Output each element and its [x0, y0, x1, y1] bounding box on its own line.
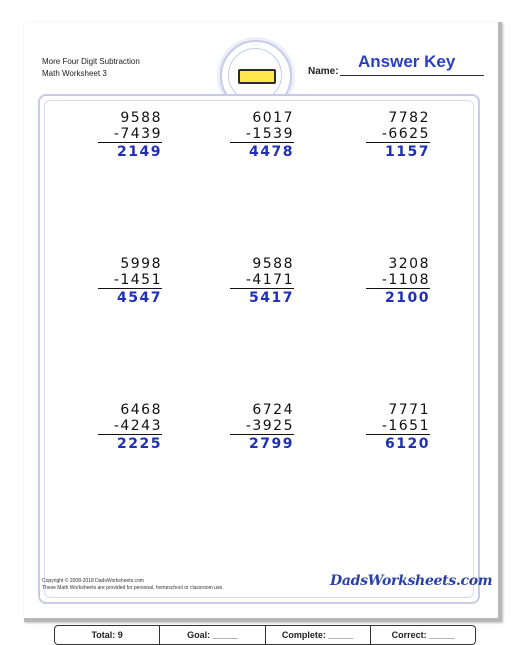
problem-bottom: -3925 — [245, 418, 294, 434]
problem-top: 7771 — [388, 402, 430, 418]
problem-answer: 2100 — [385, 290, 430, 306]
eraser-icon — [238, 69, 276, 84]
problem-bottom: -1451 — [113, 272, 162, 288]
problem-5 — [224, 256, 294, 306]
problem-2 — [224, 110, 294, 160]
problem-rule — [366, 142, 430, 143]
problem-answer: 1157 — [385, 144, 430, 160]
worksheet-title — [42, 56, 140, 80]
footer-complete: Complete: _____ — [265, 626, 370, 644]
problem-top: 6724 — [252, 402, 294, 418]
problem-top: 7782 — [388, 110, 430, 126]
footer-correct: Correct: _____ — [370, 626, 475, 644]
problem-answer: 4547 — [117, 290, 162, 306]
problem-bottom: -1539 — [245, 126, 294, 142]
problem-answer: 2225 — [117, 436, 162, 452]
footer-goal: Goal: _____ — [159, 626, 264, 644]
title-line-2: Math Worksheet 3 — [42, 69, 107, 78]
problem-3 — [360, 110, 430, 160]
problem-answer: 5417 — [249, 290, 294, 306]
problem-rule — [366, 288, 430, 289]
title-line-1: More Four Digit Subtraction — [42, 57, 140, 66]
problem-1 — [92, 110, 162, 160]
problem-4 — [92, 256, 162, 306]
score-footer — [54, 625, 476, 645]
copyright-line-2: These Math Worksheets are provided for personal, homeschool or classroom use. — [42, 585, 224, 591]
problem-8 — [224, 402, 294, 452]
problem-bottom: -4171 — [245, 272, 294, 288]
name-label: Name: — [308, 66, 339, 77]
problem-bottom: -1651 — [381, 418, 430, 434]
problem-answer: 2149 — [117, 144, 162, 160]
problem-bottom: -1108 — [381, 272, 430, 288]
problem-top: 6017 — [252, 110, 294, 126]
problem-6 — [360, 256, 430, 306]
problem-bottom: -4243 — [113, 418, 162, 434]
problem-top: 5998 — [120, 256, 162, 272]
problem-answer: 4478 — [249, 144, 294, 160]
dadsworksheets-logo: DadsWorksheets.com — [330, 573, 493, 589]
problem-bottom: -6625 — [381, 126, 430, 142]
problem-rule — [98, 434, 162, 435]
problem-bottom: -7439 — [113, 126, 162, 142]
problem-rule — [230, 434, 294, 435]
problem-9 — [360, 402, 430, 452]
problems-frame-inner — [44, 100, 474, 598]
problem-top: 3208 — [388, 256, 430, 272]
problem-rule — [98, 142, 162, 143]
problem-7 — [92, 402, 162, 452]
worksheet-page — [24, 22, 502, 640]
problem-rule — [366, 434, 430, 435]
problem-top: 9588 — [120, 110, 162, 126]
copyright-notice — [42, 578, 224, 592]
problem-answer: 2799 — [249, 436, 294, 452]
problem-top: 9588 — [252, 256, 294, 272]
footer-total: Total: 9 — [91, 630, 123, 640]
problem-top: 6468 — [120, 402, 162, 418]
problem-rule — [98, 288, 162, 289]
problem-answer: 6120 — [385, 436, 430, 452]
problems-frame — [38, 94, 480, 640]
answer-key-label: Answer Key — [358, 52, 456, 71]
name-line — [340, 75, 484, 76]
copyright-line-1: Copyright © 2008-2018 DadsWorksheets.com — [42, 578, 144, 584]
problem-rule — [230, 142, 294, 143]
problem-rule — [230, 288, 294, 289]
